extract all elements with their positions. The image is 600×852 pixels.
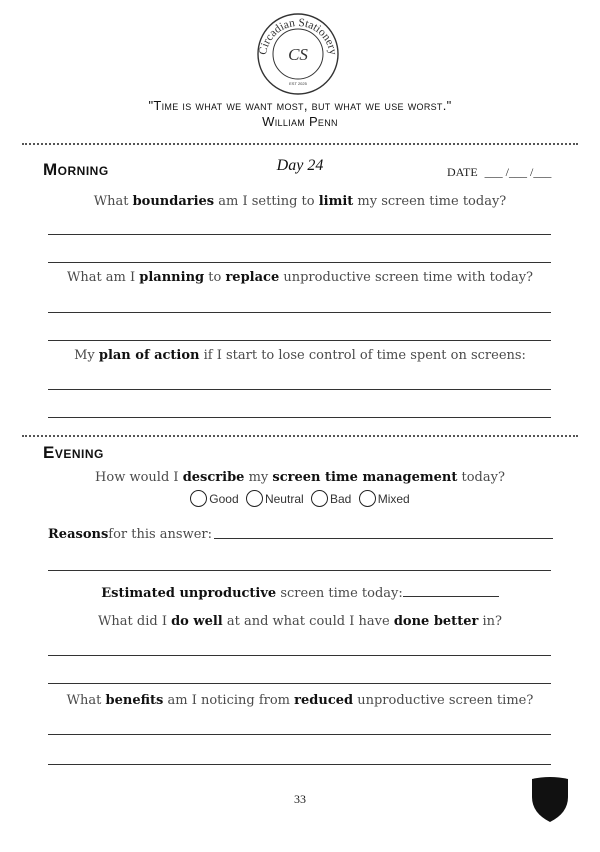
morning-prompt-3: My plan of action if I start to lose control of time spent on screens: xyxy=(74,348,526,363)
writing-line[interactable] xyxy=(48,312,551,313)
date-label: DATE xyxy=(447,165,478,179)
reasons-prompt xyxy=(48,527,553,542)
option-bad[interactable]: Bad xyxy=(311,490,351,507)
estimated-answer-line[interactable] xyxy=(403,596,499,597)
shield-icon xyxy=(530,775,570,823)
writing-line[interactable] xyxy=(48,417,551,418)
radio-circle-icon[interactable] xyxy=(246,490,263,507)
option-neutral[interactable]: Neutral xyxy=(246,490,304,507)
logo-name: Circadian Stationery xyxy=(257,16,339,56)
evening-title: Evening xyxy=(43,443,104,462)
writing-line[interactable] xyxy=(48,570,551,571)
morning-prompt-2: What am I planning to replace unproductive screen time with today? xyxy=(66,270,534,285)
radio-circle-icon[interactable] xyxy=(311,490,328,507)
describe-prompt: How would I describe my screen time management today? xyxy=(95,470,505,485)
writing-line[interactable] xyxy=(48,234,551,235)
writing-line[interactable] xyxy=(48,262,551,263)
estimated-bold: Estimated unproductive xyxy=(101,586,277,601)
writing-line[interactable] xyxy=(48,683,551,684)
date-field[interactable] xyxy=(447,165,551,180)
reasons-rest: for this answer: xyxy=(108,527,213,542)
reasons-answer-line[interactable] xyxy=(214,527,553,539)
estimated-rest: screen time today: xyxy=(276,586,403,601)
estimated-prompt xyxy=(0,586,600,601)
quote-text: "Time is what we want most, but what we use worst." xyxy=(148,98,452,113)
writing-line[interactable] xyxy=(48,655,551,656)
morning-prompt-1: What boundaries am I setting to limit my screen time today? xyxy=(93,194,507,209)
circadian-stationery-logo xyxy=(256,12,340,96)
evening-prompt-2: What benefits am I noticing from reduced unproductive screen time? xyxy=(66,693,534,708)
section-divider xyxy=(22,143,578,145)
radio-circle-icon[interactable] xyxy=(359,490,376,507)
morning-title: Morning xyxy=(43,160,109,179)
writing-line[interactable] xyxy=(48,340,551,341)
day-label: Day 24 xyxy=(276,157,324,174)
reasons-bold: Reasons xyxy=(48,527,109,542)
section-divider xyxy=(22,435,578,437)
option-good[interactable]: Good xyxy=(190,490,238,507)
page-number: 33 xyxy=(294,792,306,806)
logo-est: EST 2025 xyxy=(289,81,307,86)
radio-circle-icon[interactable] xyxy=(190,490,207,507)
evening-prompt-1: What did I do well at and what could I have done better in? xyxy=(98,614,502,629)
logo-monogram: CS xyxy=(288,45,308,64)
writing-line[interactable] xyxy=(48,734,551,735)
writing-line[interactable] xyxy=(48,389,551,390)
writing-line[interactable] xyxy=(48,764,551,765)
rating-options xyxy=(0,490,600,510)
option-mixed[interactable]: Mixed xyxy=(359,490,410,507)
quote-author: William Penn xyxy=(262,114,338,129)
date-format: ___ /___ /___ xyxy=(484,165,552,179)
